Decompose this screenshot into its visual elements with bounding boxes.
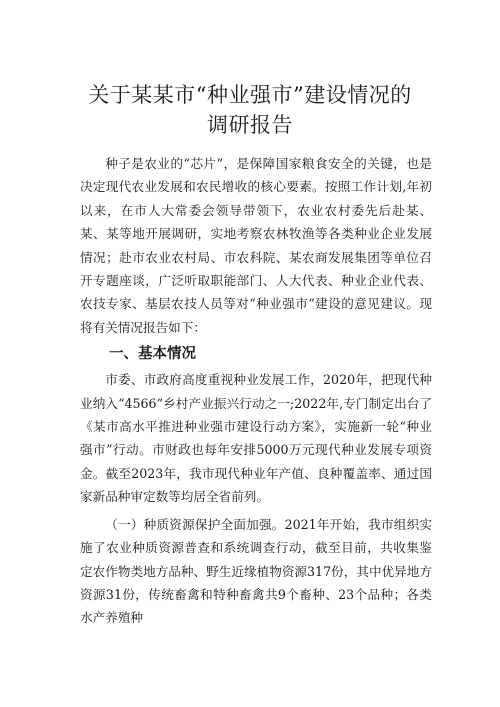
title-line-2: 调研报告 xyxy=(207,113,293,137)
document-body xyxy=(80,152,432,630)
title-line-1: 关于某某市“种业强市”建设情况的 xyxy=(88,83,412,107)
section-1-paragraph: 市委、市政府高度重视种业发展工作，2020年，把现代种业纳入“4566”乡村产业振兴行动之一;2022年,专门制定出台了《某市高水平推进种业强市建设行动方案》，实施新一轮“种业强市”行动。市财政也每年安排5000万元现代种业发展专项资金。截至2023年，我市现代种业年产值、良种覆盖率、通过国家新品种审定数等均居全省前列。 xyxy=(80,372,432,505)
document-title xyxy=(40,80,460,140)
section-1-heading: 一、基本情况 xyxy=(109,346,196,363)
intro-paragraph: 种子是农业的“芯片”，是保障国家粮食安全的关键，也是决定现代农业发展和农民增收的核心要素。按照工作计划,年初以来，在市人大常委会领导带领下，农业农村委先后赴某、某、某等地开展调研，实地考察农林牧渔等各类种业企业发展情况；赴市农业农村局、市农科院、某农商发展集团等单位召开专题座谈，广泛听取职能部门、人大代表、种业企业代表、农技专家、基层农技人员等对“种业强市”建设的意见建议。现将有关情况报告如下： xyxy=(80,156,432,335)
subsection-1-paragraph: （一）种质资源保护全面加强。2021年开始，我市组织实施了农业种质资源普查和系统调查行动，截至目前，共收集鉴定农作物类地方品种、野生近缘植物资源317份，其中优异地方资源31份，传统畜禽和特种畜禽共9个畜种、23个品种；各类水产养殖种 xyxy=(80,516,432,626)
